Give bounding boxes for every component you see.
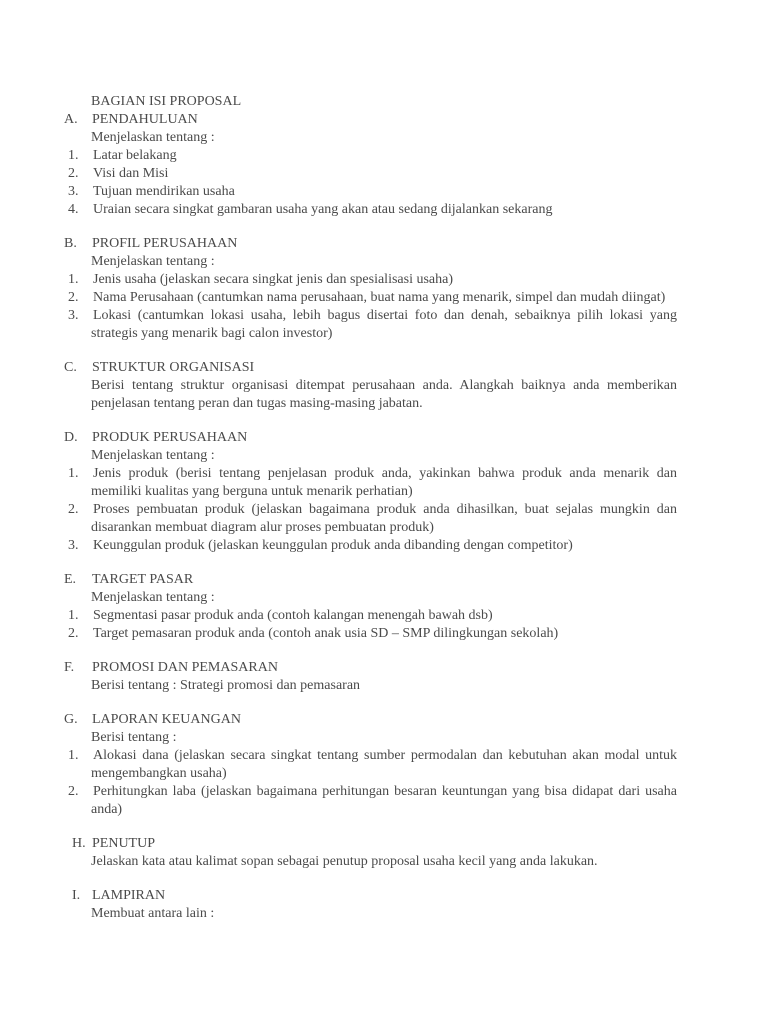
section-title: PROMOSI DAN PEMASARAN [92,660,278,675]
section-title: LAPORAN KEUANGAN [92,712,241,727]
list-number: 2. [68,290,79,305]
section-intro: Menjelaskan tentang : [91,448,215,463]
list-number: 3. [68,308,79,323]
list-item [0,271,677,289]
section-penutup [0,835,768,871]
list-number: 1. [68,466,79,481]
list-item [0,307,677,343]
section-title: PRODUK PERUSAHAAN [92,430,248,445]
section-produk-perusahaan [0,429,768,555]
list-item [0,783,677,819]
section-pendahuluan [0,111,768,219]
list-item [0,607,677,625]
section-struktur-organisasi [0,359,768,413]
section-heading [0,429,768,447]
section-letter: I. [72,888,81,903]
list-item-text: Visi dan Misi [93,166,169,181]
list-number: 1. [68,748,79,763]
section-lampiran [0,887,768,923]
section-title: PENUTUP [92,836,156,851]
list-item-text: Perhitungkan laba (jelaskan bagaimana perhitungan besaran keuntungan yang bisa didapat dari usaha anda) [91,784,677,817]
section-heading [0,111,768,129]
list-item-text: Tujuan mendirikan usaha [93,184,235,199]
list-number: 2. [68,502,79,517]
section-heading [0,659,768,677]
list-item-text: Jenis usaha (jelaskan secara singkat jenis dan spesialisasi usaha) [93,272,454,287]
list-item [0,747,677,783]
list-number: 4. [68,202,79,217]
section-heading [0,235,768,253]
section-title: LAMPIRAN [92,888,166,903]
list-number: 2. [68,166,79,181]
section-letter: A. [64,112,78,127]
section-heading [0,359,768,377]
list-item-text: Target pemasaran produk anda (contoh anak usia SD – SMP dilingkungan sekolah) [93,626,559,641]
list-item [0,183,677,201]
section-intro: Menjelaskan tentang : [91,254,215,269]
list-number: 3. [68,184,79,199]
list-item-text: Nama Perusahaan (cantumkan nama perusahaan, buat nama yang menarik, simpel dan mudah diingat) [93,290,666,305]
section-letter: B. [64,236,77,251]
section-paragraph: Jelaskan kata atau kalimat sopan sebagai penutup proposal usaha kecil yang anda lakukan. [91,854,598,869]
list-number: 1. [68,148,79,163]
list-item [0,289,677,307]
section-letter: G. [64,712,78,727]
section-intro: Berisi tentang : [91,730,177,745]
section-intro: Menjelaskan tentang : [91,590,215,605]
section-title: PENDAHULUAN [92,112,198,127]
list-item-text: Uraian secara singkat gambaran usaha yang akan atau sedang dijalankan sekarang [93,202,553,217]
section-heading [0,711,768,729]
section-target-pasar [0,571,768,643]
section-letter: C. [64,360,77,375]
list-item-text: Proses pembuatan produk (jelaskan bagaimana produk anda dihasilkan, buat sejalas mungkin dan disarankan membuat diagram alur proses pembuatan produk) [91,502,677,535]
list-item-text: Segmentasi pasar produk anda (contoh kalangan menengah bawah dsb) [93,608,493,623]
section-heading [0,571,768,589]
section-letter: H. [72,836,86,851]
list-item-text: Jenis produk (berisi tentang penjelasan produk anda, yakinkan bahwa produk anda menarik dan memiliki kualitas yang berguna untuk menarik perhatian) [91,466,677,499]
list-item [0,501,677,537]
section-paragraph: Berisi tentang struktur organisasi ditempat perusahaan anda. Alangkah baiknya anda memberikan penjelasan tentang peran dan tugas masing-masing jabatan. [91,378,677,411]
list-number: 1. [68,608,79,623]
section-paragraph: Berisi tentang : Strategi promosi dan pemasaran [91,678,361,693]
list-item [0,625,677,643]
section-intro: Membuat antara lain : [91,906,215,921]
section-letter: D. [64,430,78,445]
section-profil-perusahaan [0,235,768,343]
section-heading [0,835,768,853]
section-letter: F. [64,660,75,675]
list-item-text: Alokasi dana (jelaskan secara singkat tentang sumber permodalan dan kebutuhan akan modal untuk mengembangkan usaha) [91,748,677,781]
list-item [0,147,677,165]
list-item-text: Latar belakang [93,148,177,163]
list-number: 2. [68,626,79,641]
list-item-text: Keunggulan produk (jelaskan keunggulan produk anda dibanding dengan competitor) [93,538,573,553]
section-title: TARGET PASAR [92,572,194,587]
list-item [0,537,677,555]
section-laporan-keuangan [0,711,768,819]
section-letter: E. [64,572,77,587]
document-title: BAGIAN ISI PROPOSAL [91,94,242,109]
list-item [0,201,677,219]
section-intro: Menjelaskan tentang : [91,130,215,145]
list-number: 3. [68,538,79,553]
list-number: 1. [68,272,79,287]
section-title: PROFIL PERUSAHAAN [92,236,238,251]
section-heading [0,887,768,905]
list-number: 2. [68,784,79,799]
list-item-text: Lokasi (cantumkan lokasi usaha, lebih bagus disertai foto dan denah, sebaiknya pilih lokasi yang strategis yang menarik bagi calon investor) [91,308,677,341]
list-item [0,465,677,501]
section-promosi-pemasaran [0,659,768,695]
list-item [0,165,677,183]
section-title: STRUKTUR ORGANISASI [92,360,255,375]
